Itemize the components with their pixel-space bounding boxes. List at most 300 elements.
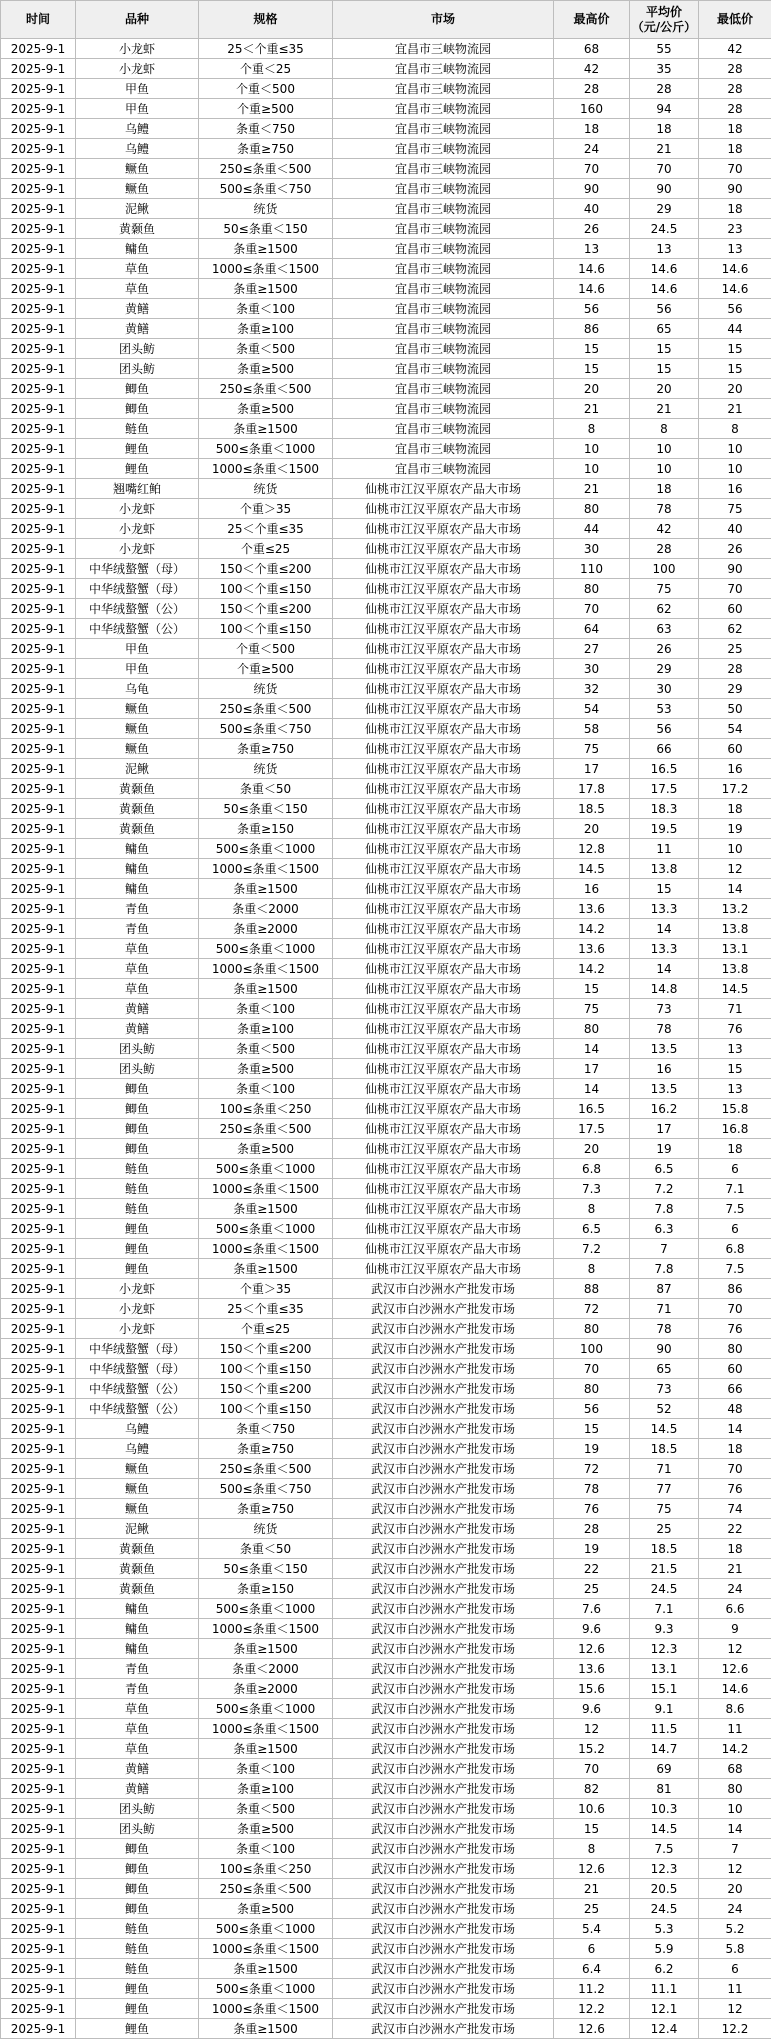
cell-min-price: 6 — [699, 1959, 771, 1979]
cell-max-price: 40 — [554, 199, 630, 219]
cell-max-price: 9.6 — [554, 1619, 630, 1639]
cell-date: 2025-9-1 — [1, 1859, 76, 1879]
cell-spec: 条重≥1500 — [199, 979, 333, 999]
table-row — [1, 1879, 771, 1899]
cell-min-price: 68 — [699, 1759, 771, 1779]
cell-avg-price: 75 — [630, 579, 699, 599]
cell-max-price: 80 — [554, 1019, 630, 1039]
cell-date: 2025-9-1 — [1, 339, 76, 359]
cell-spec: 条重≥2000 — [199, 1679, 333, 1699]
cell-min-price: 6.6 — [699, 1599, 771, 1619]
cell-variety: 鲫鱼 — [76, 1879, 199, 1899]
cell-spec: 500≤条重＜750 — [199, 1479, 333, 1499]
cell-variety: 鲢鱼 — [76, 419, 199, 439]
cell-variety: 鲫鱼 — [76, 1139, 199, 1159]
cell-avg-price: 17 — [630, 1119, 699, 1139]
cell-market: 仙桃市江汉平原农产品大市场 — [333, 479, 554, 499]
cell-date: 2025-9-1 — [1, 1359, 76, 1379]
cell-market: 仙桃市江汉平原农产品大市场 — [333, 919, 554, 939]
cell-market: 宜昌市三峡物流园 — [333, 339, 554, 359]
cell-avg-price: 29 — [630, 659, 699, 679]
cell-avg-price: 7.5 — [630, 1839, 699, 1859]
cell-spec: 100≤条重＜250 — [199, 1859, 333, 1879]
cell-avg-price: 87 — [630, 1279, 699, 1299]
cell-spec: 个重≥500 — [199, 659, 333, 679]
header-avg-price-label: 平均价 — [645, 4, 682, 19]
cell-spec: 条重＜50 — [199, 1539, 333, 1559]
cell-variety: 翘嘴红鲌 — [76, 479, 199, 499]
cell-variety: 小龙虾 — [76, 1299, 199, 1319]
cell-max-price: 5.4 — [554, 1919, 630, 1939]
cell-variety: 草鱼 — [76, 1739, 199, 1759]
cell-avg-price: 73 — [630, 999, 699, 1019]
cell-market: 仙桃市江汉平原农产品大市场 — [333, 779, 554, 799]
cell-min-price: 70 — [699, 1299, 771, 1319]
table-row — [1, 79, 771, 99]
cell-min-price: 6 — [699, 1219, 771, 1239]
cell-min-price: 44 — [699, 319, 771, 339]
cell-max-price: 18 — [554, 119, 630, 139]
table-row — [1, 339, 771, 359]
cell-spec: 条重＜500 — [199, 1799, 333, 1819]
cell-variety: 鲢鱼 — [76, 1159, 199, 1179]
cell-avg-price: 12.3 — [630, 1639, 699, 1659]
cell-market: 武汉市白沙洲水产批发市场 — [333, 2019, 554, 2039]
cell-market: 仙桃市江汉平原农产品大市场 — [333, 859, 554, 879]
cell-variety: 泥鳅 — [76, 199, 199, 219]
cell-max-price: 86 — [554, 319, 630, 339]
cell-date: 2025-9-1 — [1, 1939, 76, 1959]
cell-market: 武汉市白沙洲水产批发市场 — [333, 1759, 554, 1779]
cell-max-price: 8 — [554, 1839, 630, 1859]
cell-min-price: 15 — [699, 1059, 771, 1079]
cell-min-price: 14.5 — [699, 979, 771, 999]
cell-date: 2025-9-1 — [1, 1379, 76, 1399]
cell-variety: 鲢鱼 — [76, 1199, 199, 1219]
cell-date: 2025-9-1 — [1, 59, 76, 79]
table-row — [1, 1819, 771, 1839]
cell-spec: 条重≥1500 — [199, 239, 333, 259]
cell-spec: 500≤条重＜1000 — [199, 1219, 333, 1239]
cell-avg-price: 18 — [630, 479, 699, 499]
cell-spec: 条重≥500 — [199, 399, 333, 419]
cell-min-price: 21 — [699, 1559, 771, 1579]
table-row — [1, 1719, 771, 1739]
table-row — [1, 279, 771, 299]
cell-date: 2025-9-1 — [1, 519, 76, 539]
cell-spec: 条重＜2000 — [199, 899, 333, 919]
cell-min-price: 22 — [699, 1519, 771, 1539]
table-row — [1, 779, 771, 799]
cell-spec: 250≤条重＜500 — [199, 379, 333, 399]
cell-min-price: 40 — [699, 519, 771, 539]
table-row — [1, 1179, 771, 1199]
cell-max-price: 8 — [554, 1259, 630, 1279]
table-row — [1, 1559, 771, 1579]
cell-variety: 甲鱼 — [76, 659, 199, 679]
cell-spec: 100≤条重＜250 — [199, 1099, 333, 1119]
cell-max-price: 12 — [554, 1719, 630, 1739]
cell-date: 2025-9-1 — [1, 79, 76, 99]
cell-variety: 甲鱼 — [76, 639, 199, 659]
header-market: 市场 — [333, 1, 554, 39]
cell-market: 仙桃市江汉平原农产品大市场 — [333, 619, 554, 639]
cell-min-price: 42 — [699, 39, 771, 59]
cell-avg-price: 19 — [630, 1139, 699, 1159]
cell-min-price: 16 — [699, 479, 771, 499]
cell-min-price: 8 — [699, 419, 771, 439]
table-header — [1, 1, 771, 39]
cell-variety: 黄鳝 — [76, 1019, 199, 1039]
cell-market: 宜昌市三峡物流园 — [333, 39, 554, 59]
cell-min-price: 26 — [699, 539, 771, 559]
cell-variety: 中华绒螯蟹（母） — [76, 579, 199, 599]
cell-avg-price: 14.5 — [630, 1419, 699, 1439]
cell-date: 2025-9-1 — [1, 719, 76, 739]
cell-market: 仙桃市江汉平原农产品大市场 — [333, 1059, 554, 1079]
table-row — [1, 1399, 771, 1419]
cell-avg-price: 71 — [630, 1459, 699, 1479]
cell-max-price: 100 — [554, 1339, 630, 1359]
cell-max-price: 70 — [554, 1759, 630, 1779]
cell-variety: 黄颡鱼 — [76, 1579, 199, 1599]
cell-max-price: 14.5 — [554, 859, 630, 879]
cell-min-price: 13.1 — [699, 939, 771, 959]
cell-variety: 鳜鱼 — [76, 159, 199, 179]
cell-variety: 鳜鱼 — [76, 1499, 199, 1519]
cell-variety: 鳙鱼 — [76, 1599, 199, 1619]
cell-spec: 条重≥1500 — [199, 1739, 333, 1759]
cell-spec: 500≤条重＜750 — [199, 179, 333, 199]
cell-spec: 条重≥1500 — [199, 1199, 333, 1219]
cell-spec: 条重≥150 — [199, 1579, 333, 1599]
cell-market: 仙桃市江汉平原农产品大市场 — [333, 819, 554, 839]
cell-max-price: 22 — [554, 1559, 630, 1579]
cell-spec: 50≤条重＜150 — [199, 799, 333, 819]
cell-min-price: 10 — [699, 1799, 771, 1819]
cell-market: 仙桃市江汉平原农产品大市场 — [333, 1119, 554, 1139]
cell-min-price: 60 — [699, 739, 771, 759]
cell-max-price: 18.5 — [554, 799, 630, 819]
cell-min-price: 17.2 — [699, 779, 771, 799]
cell-max-price: 72 — [554, 1459, 630, 1479]
cell-spec: 条重≥750 — [199, 1439, 333, 1459]
cell-max-price: 90 — [554, 179, 630, 199]
table-row — [1, 1019, 771, 1039]
cell-min-price: 14 — [699, 879, 771, 899]
table-row — [1, 819, 771, 839]
cell-max-price: 28 — [554, 79, 630, 99]
cell-date: 2025-9-1 — [1, 1619, 76, 1639]
table-row — [1, 719, 771, 739]
cell-market: 武汉市白沙洲水产批发市场 — [333, 1859, 554, 1879]
cell-max-price: 14 — [554, 1079, 630, 1099]
cell-market: 仙桃市江汉平原农产品大市场 — [333, 539, 554, 559]
table-row — [1, 679, 771, 699]
cell-avg-price: 65 — [630, 1359, 699, 1379]
cell-max-price: 6 — [554, 1939, 630, 1959]
cell-date: 2025-9-1 — [1, 1919, 76, 1939]
cell-min-price: 14 — [699, 1819, 771, 1839]
cell-max-price: 17 — [554, 1059, 630, 1079]
cell-max-price: 21 — [554, 479, 630, 499]
cell-avg-price: 19.5 — [630, 819, 699, 839]
cell-avg-price: 10 — [630, 439, 699, 459]
cell-date: 2025-9-1 — [1, 779, 76, 799]
cell-max-price: 8 — [554, 419, 630, 439]
cell-date: 2025-9-1 — [1, 739, 76, 759]
cell-min-price: 50 — [699, 699, 771, 719]
cell-max-price: 88 — [554, 1279, 630, 1299]
cell-market: 武汉市白沙洲水产批发市场 — [333, 1999, 554, 2019]
cell-max-price: 19 — [554, 1439, 630, 1459]
cell-date: 2025-9-1 — [1, 1059, 76, 1079]
cell-spec: 1000≤条重＜1500 — [199, 1239, 333, 1259]
cell-variety: 小龙虾 — [76, 519, 199, 539]
table-row — [1, 59, 771, 79]
cell-max-price: 17.5 — [554, 1119, 630, 1139]
table-row — [1, 1479, 771, 1499]
cell-max-price: 12.6 — [554, 1859, 630, 1879]
cell-max-price: 82 — [554, 1779, 630, 1799]
table-row — [1, 1899, 771, 1919]
cell-date: 2025-9-1 — [1, 879, 76, 899]
cell-avg-price: 69 — [630, 1759, 699, 1779]
table-row — [1, 1679, 771, 1699]
cell-variety: 鳙鱼 — [76, 879, 199, 899]
cell-market: 仙桃市江汉平原农产品大市场 — [333, 519, 554, 539]
cell-avg-price: 16 — [630, 1059, 699, 1079]
cell-date: 2025-9-1 — [1, 1799, 76, 1819]
table-row — [1, 1439, 771, 1459]
cell-max-price: 56 — [554, 299, 630, 319]
cell-market: 武汉市白沙洲水产批发市场 — [333, 1319, 554, 1339]
cell-max-price: 7.2 — [554, 1239, 630, 1259]
cell-date: 2025-9-1 — [1, 939, 76, 959]
cell-market: 武汉市白沙洲水产批发市场 — [333, 1919, 554, 1939]
cell-min-price: 11 — [699, 1979, 771, 1999]
cell-variety: 鳙鱼 — [76, 239, 199, 259]
cell-min-price: 13 — [699, 1079, 771, 1099]
cell-avg-price: 11 — [630, 839, 699, 859]
cell-max-price: 14.2 — [554, 959, 630, 979]
table-row — [1, 379, 771, 399]
cell-avg-price: 12.4 — [630, 2019, 699, 2039]
cell-date: 2025-9-1 — [1, 1259, 76, 1279]
cell-variety: 青鱼 — [76, 919, 199, 939]
cell-min-price: 14.6 — [699, 279, 771, 299]
cell-date: 2025-9-1 — [1, 1959, 76, 1979]
cell-market: 宜昌市三峡物流园 — [333, 139, 554, 159]
table-row — [1, 219, 771, 239]
cell-spec: 条重＜750 — [199, 119, 333, 139]
cell-date: 2025-9-1 — [1, 1399, 76, 1419]
cell-min-price: 9 — [699, 1619, 771, 1639]
cell-market: 仙桃市江汉平原农产品大市场 — [333, 1159, 554, 1179]
cell-min-price: 13.8 — [699, 919, 771, 939]
cell-max-price: 64 — [554, 619, 630, 639]
cell-date: 2025-9-1 — [1, 1299, 76, 1319]
cell-avg-price: 18 — [630, 119, 699, 139]
cell-max-price: 160 — [554, 99, 630, 119]
cell-date: 2025-9-1 — [1, 99, 76, 119]
cell-avg-price: 7.8 — [630, 1259, 699, 1279]
cell-max-price: 75 — [554, 999, 630, 1019]
cell-variety: 鳜鱼 — [76, 699, 199, 719]
table-row — [1, 919, 771, 939]
cell-max-price: 80 — [554, 1319, 630, 1339]
cell-market: 宜昌市三峡物流园 — [333, 379, 554, 399]
table-row — [1, 1419, 771, 1439]
cell-spec: 条重＜2000 — [199, 1659, 333, 1679]
cell-variety: 团头鲂 — [76, 1039, 199, 1059]
table-row — [1, 99, 771, 119]
cell-avg-price: 18.5 — [630, 1439, 699, 1459]
cell-date: 2025-9-1 — [1, 1199, 76, 1219]
cell-variety: 鲫鱼 — [76, 399, 199, 419]
cell-avg-price: 7.1 — [630, 1599, 699, 1619]
cell-max-price: 13 — [554, 239, 630, 259]
cell-date: 2025-9-1 — [1, 1179, 76, 1199]
cell-spec: 500≤条重＜750 — [199, 719, 333, 739]
cell-min-price: 86 — [699, 1279, 771, 1299]
cell-date: 2025-9-1 — [1, 1659, 76, 1679]
cell-variety: 团头鲂 — [76, 359, 199, 379]
cell-date: 2025-9-1 — [1, 959, 76, 979]
cell-min-price: 70 — [699, 1459, 771, 1479]
cell-max-price: 26 — [554, 219, 630, 239]
cell-market: 武汉市白沙洲水产批发市场 — [333, 1719, 554, 1739]
cell-min-price: 15.8 — [699, 1099, 771, 1119]
cell-spec: 条重≥1500 — [199, 419, 333, 439]
cell-market: 仙桃市江汉平原农产品大市场 — [333, 639, 554, 659]
cell-min-price: 14.6 — [699, 1679, 771, 1699]
cell-spec: 条重≥500 — [199, 1899, 333, 1919]
cell-min-price: 80 — [699, 1779, 771, 1799]
cell-spec: 50≤条重＜150 — [199, 1559, 333, 1579]
cell-market: 宜昌市三峡物流园 — [333, 59, 554, 79]
cell-avg-price: 13.8 — [630, 859, 699, 879]
cell-avg-price: 15 — [630, 339, 699, 359]
cell-spec: 条重≥500 — [199, 1059, 333, 1079]
cell-min-price: 14.6 — [699, 259, 771, 279]
cell-min-price: 18 — [699, 119, 771, 139]
cell-date: 2025-9-1 — [1, 39, 76, 59]
cell-spec: 个重＞35 — [199, 1279, 333, 1299]
cell-market: 宜昌市三峡物流园 — [333, 79, 554, 99]
cell-date: 2025-9-1 — [1, 319, 76, 339]
cell-date: 2025-9-1 — [1, 579, 76, 599]
table-row — [1, 619, 771, 639]
cell-variety: 青鱼 — [76, 899, 199, 919]
cell-spec: 条重≥1500 — [199, 279, 333, 299]
cell-market: 仙桃市江汉平原农产品大市场 — [333, 1099, 554, 1119]
cell-variety: 乌鳢 — [76, 119, 199, 139]
table-row — [1, 1799, 771, 1819]
cell-max-price: 70 — [554, 599, 630, 619]
table-row — [1, 1779, 771, 1799]
cell-market: 仙桃市江汉平原农产品大市场 — [333, 799, 554, 819]
cell-market: 武汉市白沙洲水产批发市场 — [333, 1779, 554, 1799]
cell-variety: 黄鳝 — [76, 999, 199, 1019]
cell-market: 仙桃市江汉平原农产品大市场 — [333, 499, 554, 519]
cell-variety: 鳜鱼 — [76, 719, 199, 739]
cell-variety: 黄鳝 — [76, 1779, 199, 1799]
cell-variety: 青鱼 — [76, 1659, 199, 1679]
cell-market: 仙桃市江汉平原农产品大市场 — [333, 559, 554, 579]
cell-avg-price: 7.2 — [630, 1179, 699, 1199]
cell-spec: 1000≤条重＜1500 — [199, 459, 333, 479]
cell-max-price: 13.6 — [554, 899, 630, 919]
cell-spec: 个重≤25 — [199, 1319, 333, 1339]
cell-avg-price: 73 — [630, 1379, 699, 1399]
header-row — [1, 1, 771, 39]
cell-min-price: 14 — [699, 1419, 771, 1439]
cell-variety: 鳜鱼 — [76, 1459, 199, 1479]
cell-market: 武汉市白沙洲水产批发市场 — [333, 1959, 554, 1979]
cell-min-price: 76 — [699, 1019, 771, 1039]
cell-min-price: 12 — [699, 1999, 771, 2019]
cell-variety: 乌鳢 — [76, 1439, 199, 1459]
cell-max-price: 68 — [554, 39, 630, 59]
cell-date: 2025-9-1 — [1, 419, 76, 439]
cell-market: 武汉市白沙洲水产批发市场 — [333, 1519, 554, 1539]
cell-date: 2025-9-1 — [1, 1039, 76, 1059]
cell-min-price: 12 — [699, 1639, 771, 1659]
cell-variety: 甲鱼 — [76, 79, 199, 99]
cell-max-price: 12.6 — [554, 2019, 630, 2039]
cell-variety: 鳙鱼 — [76, 1619, 199, 1639]
cell-market: 仙桃市江汉平原农产品大市场 — [333, 959, 554, 979]
cell-avg-price: 13.3 — [630, 939, 699, 959]
cell-variety: 鲫鱼 — [76, 1099, 199, 1119]
header-avg-price — [630, 1, 699, 39]
cell-avg-price: 21 — [630, 139, 699, 159]
table-row — [1, 1239, 771, 1259]
cell-date: 2025-9-1 — [1, 1599, 76, 1619]
cell-avg-price: 56 — [630, 719, 699, 739]
cell-avg-price: 62 — [630, 599, 699, 619]
cell-spec: 个重＞35 — [199, 499, 333, 519]
cell-market: 武汉市白沙洲水产批发市场 — [333, 1799, 554, 1819]
cell-market: 仙桃市江汉平原农产品大市场 — [333, 1199, 554, 1219]
cell-market: 武汉市白沙洲水产批发市场 — [333, 1819, 554, 1839]
cell-market: 武汉市白沙洲水产批发市场 — [333, 1339, 554, 1359]
cell-min-price: 7 — [699, 1839, 771, 1859]
table-row — [1, 1519, 771, 1539]
cell-date: 2025-9-1 — [1, 1639, 76, 1659]
cell-spec: 150＜个重≤200 — [199, 599, 333, 619]
cell-variety: 鲫鱼 — [76, 1839, 199, 1859]
cell-market: 武汉市白沙洲水产批发市场 — [333, 1379, 554, 1399]
cell-avg-price: 94 — [630, 99, 699, 119]
cell-spec: 100＜个重≤150 — [199, 1399, 333, 1419]
cell-spec: 条重≥500 — [199, 1819, 333, 1839]
cell-max-price: 7.3 — [554, 1179, 630, 1199]
cell-avg-price: 13.5 — [630, 1039, 699, 1059]
cell-min-price: 60 — [699, 1359, 771, 1379]
cell-date: 2025-9-1 — [1, 359, 76, 379]
table-row — [1, 2019, 771, 2039]
cell-avg-price: 20.5 — [630, 1879, 699, 1899]
cell-min-price: 13 — [699, 239, 771, 259]
cell-variety: 泥鳅 — [76, 759, 199, 779]
cell-market: 宜昌市三峡物流园 — [333, 279, 554, 299]
table-row — [1, 1599, 771, 1619]
cell-date: 2025-9-1 — [1, 439, 76, 459]
cell-market: 宜昌市三峡物流园 — [333, 159, 554, 179]
cell-variety: 甲鱼 — [76, 99, 199, 119]
